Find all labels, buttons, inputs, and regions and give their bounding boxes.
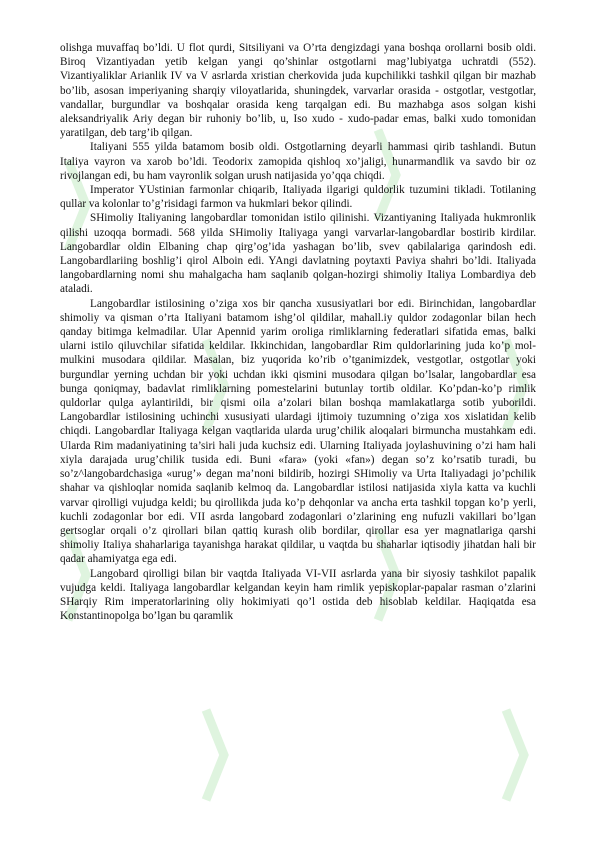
paragraph-lombard-invasion: SHimoliy Italiyaning langobardlar tomonidan istilo qilinishi. Vizantiyaning Italiyada hukmronlik qilishi uzoqqa bormadi. 568 yilda SHimoliy Italiyaga yangi varvarlar-langobardlar bostirib kirdilar. Langobardlar oldin Elbaning chap qirg’og’ida yashagan bo’lib, svev qabilalariga qarindosh edi. Langobardlariing boshlig’i qirol Alboin edi. YAngi davlatning poytaxti Paviya shahri bo’ldi. Italiyada langobardlarning nomi shu mahalgacha ham saqlanib qolgan-hozirgi shimoliy Italiya Lombardiya deb ataladi.	[60, 212, 536, 296]
paragraph-justinian: Imperator YUstinian farmonlar chiqarib, Italiyada ilgarigi quldorlik tuzumini tikladi. Totilaning qullar va kolonlar to’g’risidagi farmon va hukmlari bekor qilindi.	[60, 184, 536, 211]
paragraph-continuation: olishga muvaffaq bo’ldi. U flot qurdi, Sitsiliyani va O’rta dengizdagi yana boshqa orollarni bosib oldi. Biroq Vizantiyadan yetib kelgan yangi qo’shinlar ostgotlarni mag’lubiyatga uchratdi (552). Vizantiyaliklar Arianlik IV va V asrlarda xristian cherkovida juda kupchilikki tashkil qilgan bir mazhab bo’lib, asosan imperiyaning sharqiy viloyatlarida, shuningdek, varvarlar orasida - ostgotlar, vestgotlar, vandallar, burgundlar va boshqalar orasida keng tarqalgan edi. Bu mazhabga asos solgan kishi aleksandriyalik Ariy degan bir ruhoniy bo’lib, u, Iso xudo - xudo-padar emas, balki xudo tomonidan yaratilgan, deb targ’ib qilgan.	[60, 42, 536, 140]
document-body	[60, 41, 536, 623]
paragraph-papacy: Langobard qirolligi bilan bir vaqtda Italiyada VI-VII asrlarda yana bir siyosiy tashkilot papalik vujudga keldi. Italiyaga langobardlar kelgandan keyin ham rimlik yepiskoplar-papalar rasman o’zlarini SHarqiy Rim imperatorlarining oliy hokimiyati qo’l ostida deb hisoblab keldilar. Haqiqatda esa Konstantinopolga bo’lgan bu qaramlik	[60, 567, 536, 623]
paragraph-italy-conquest: Italiyani 555 yilda batamom bosib oldi. Ostgotlarning deyarli hammasi qirib tashlandi. Butun Italiya vayron va xarob bo’ldi. Teodorix zamopida qishloq xo’jaligi, hunarmandlik va savdo bir oz rivojlangan edi, bu ham vayronlik solgan urush natijasida yo’qqa chiqdi.	[60, 141, 536, 182]
watermark-mark	[200, 700, 230, 810]
paragraph-lombard-features: Langobardlar istilosining o’ziga xos bir qancha xususiyatlari bor edi. Birinchidan, langobardlar shimoliy va qisman o’rta Italiyani batamom ishg’ol qildilar, mahall.iy quldor zodagonlar bilan hech qanday bitimga kelmadilar. Ular Apennid yarim oroliga rimliklarning federatlari sifatida emas, balki ularni istilo qiluvchilar sifatida keldilar. Ikkinchidan, langobardlar Rim quldorlarining juda ko’p mol-mulkini musodara qildilar. Masalan, biz yuqorida ko’rib o’tganimizdek, vestgotlar, ostgotlar yoki burgundlar yerning uchdan bir yoki uchdan ikki qismini musodara qilgan bo’lsalar, langobardlar esa bunga qoniqmay, badavlat rimliklarning pomestelarini butunlay tortib oldilar. Ko’pdan-ko’p rimlik quldorlar qulga aylantirildi, bir qismi oila a’zolari bilan boshqa mamlakatlarga sotib yuborildi. Langobardlar istilosining uchinchi xususiyati ulardagi ijtimoiy tuzumning o’ziga xos xislatidan kelib chiqdi. Langobardlar Italiyaga kelgan vaqtlarida ularda urug’chilik aloqalari birmuncha mustahkam edi. Ularda Rim madaniyatining ta’siri hali juda kuchsiz edi. Ularning Italiyada joylashuvining o’zi ham hali xiyla darajada urug’chilik tusida edi. Buni «fara» (yoki «fan») degan so’z ko’rsatib turadi, bu so’z^langobardchasiga «urug’» degan ma’noni bildirib, hozirgi SHimoliy va Urta Italiyadagi jo’pchilik shahar va qishloqlar nomida saqlanib kelmoq da. Langobardlar istilosi natijasida xiyla katta va kuchli varvar qirolligi vujudga keldi; bu qirollikda juda ko’p dehqonlar va ancha erta tashkil topgan ko’p yerli, kuchli zodagonlar bor edi. VII asrda langobard zodagonlari o’zlarining eng nufuzli vakillari bo’lgan gertsoglar orqali o’z qirollari bilan qattiq kurash olib bordilar, qirollar esa yer magnatlariga qarshi shimoliy Italiya shaharlariga tayanishga harakat qildilar, u vaqtda bu shaharlar iqtisodiy jihatdan hali bir qadar ahamiyatga ega edi.	[60, 297, 536, 566]
watermark-mark	[500, 700, 530, 810]
